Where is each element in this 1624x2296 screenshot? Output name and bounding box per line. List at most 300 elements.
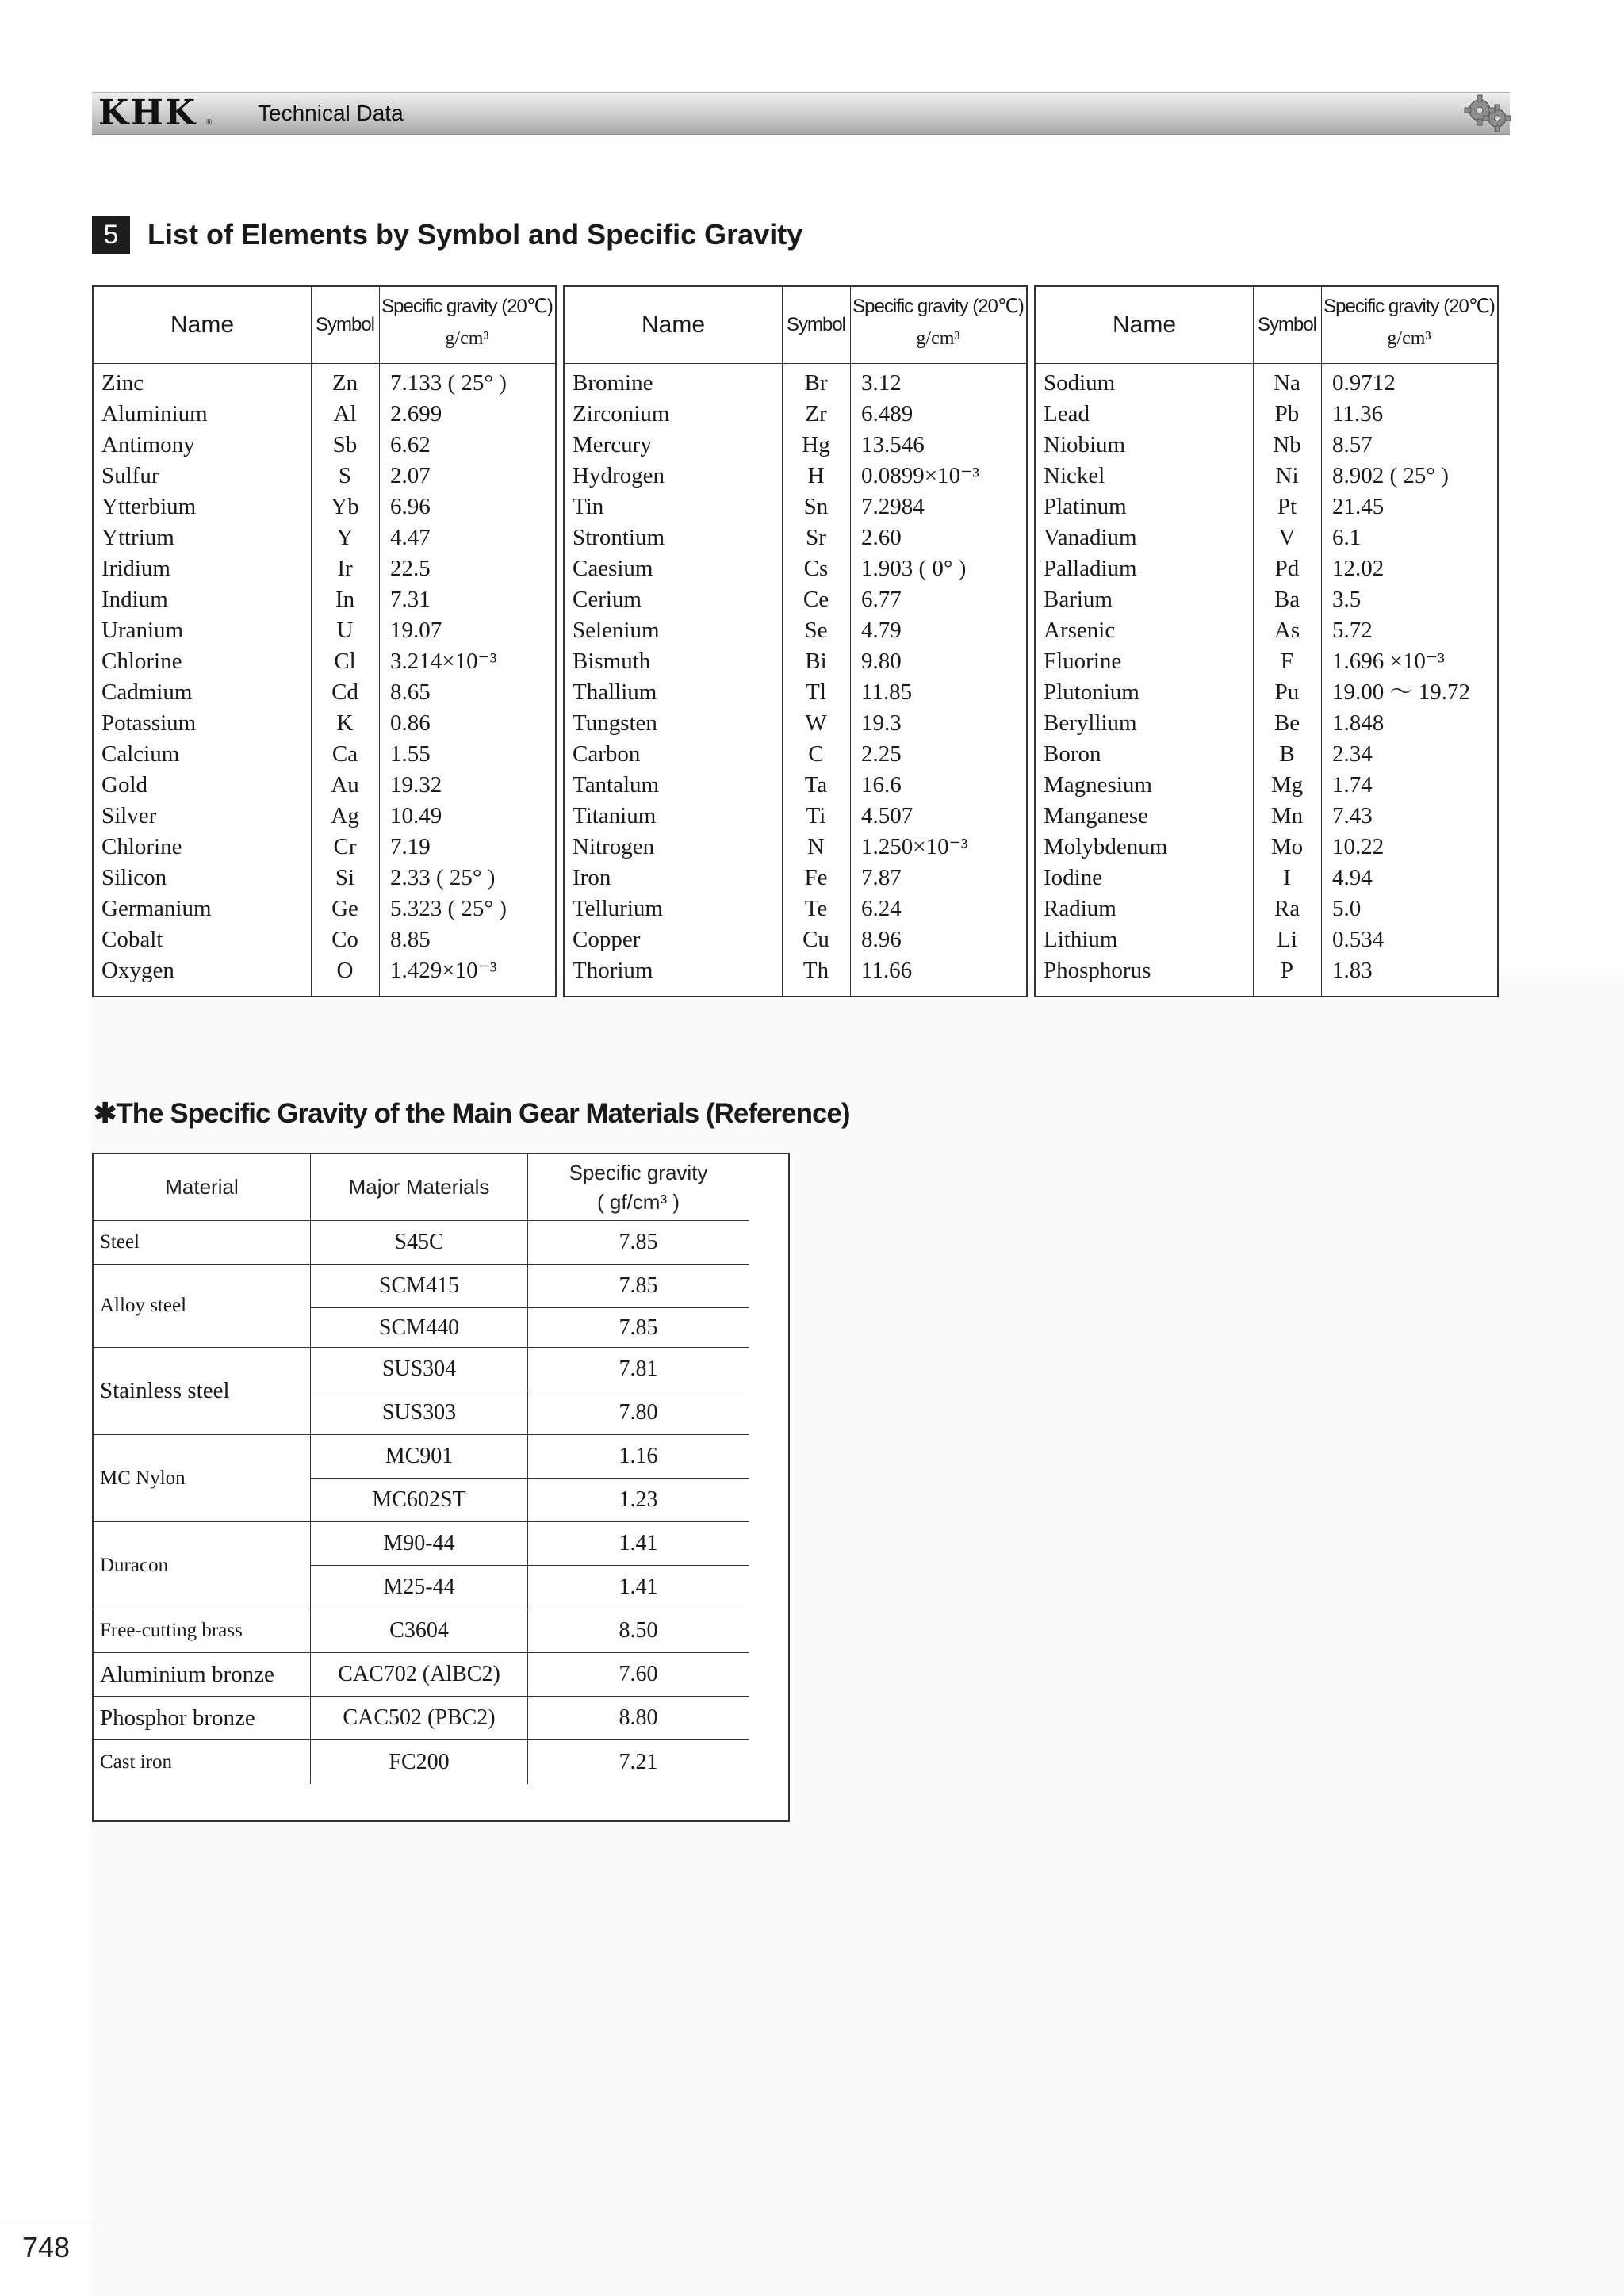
table-row bbox=[1036, 615, 1497, 646]
element-specific-gravity: 6.96 bbox=[390, 494, 431, 519]
element-name: Barium bbox=[1044, 587, 1113, 612]
element-specific-gravity: 7.43 bbox=[1332, 803, 1373, 828]
table-row bbox=[1036, 770, 1497, 801]
element-specific-gravity: 5.72 bbox=[1332, 618, 1373, 643]
element-name: Carbon bbox=[573, 741, 641, 767]
element-symbol: C bbox=[808, 741, 824, 767]
col-header-specific-gravity: Specific gravity (20℃) bbox=[1323, 296, 1495, 317]
table-row bbox=[1036, 492, 1497, 522]
table-row bbox=[94, 615, 555, 646]
element-symbol: Ra bbox=[1274, 896, 1300, 921]
element-specific-gravity: 8.96 bbox=[861, 927, 902, 952]
material-name: Duracon bbox=[94, 1522, 311, 1609]
element-specific-gravity: 3.214×10⁻³ bbox=[390, 649, 497, 674]
element-symbol: W bbox=[805, 710, 827, 736]
table-row bbox=[565, 894, 1026, 924]
element-symbol: U bbox=[336, 618, 354, 643]
table-row bbox=[1036, 646, 1497, 677]
element-symbol: Ni bbox=[1275, 463, 1299, 488]
registered-mark: ® bbox=[206, 118, 213, 127]
col-header-unit: g/cm³ bbox=[916, 328, 960, 349]
table-row bbox=[94, 584, 555, 615]
element-name: Uranium bbox=[102, 618, 184, 643]
element-symbol: Co bbox=[331, 927, 358, 952]
element-specific-gravity: 1.903 ( 0° ) bbox=[861, 556, 967, 581]
element-specific-gravity: 22.5 bbox=[390, 556, 431, 581]
element-symbol: Sr bbox=[806, 525, 826, 550]
element-name: Zirconium bbox=[573, 401, 670, 427]
table-row bbox=[94, 801, 555, 832]
element-symbol: O bbox=[336, 958, 354, 983]
material-name: Free-cutting brass bbox=[94, 1609, 311, 1653]
col-header-major-materials: Major Materials bbox=[311, 1154, 528, 1221]
table-row bbox=[1036, 399, 1497, 430]
gear-materials-title: ✱The Specific Gravity of the Main Gear Materials (Reference) bbox=[94, 1098, 850, 1129]
element-name: Iridium bbox=[102, 556, 170, 581]
table-row bbox=[94, 955, 555, 986]
element-specific-gravity: 8.85 bbox=[390, 927, 431, 952]
element-name: Potassium bbox=[102, 710, 197, 736]
major-material: CAC502 (PBC2) bbox=[311, 1697, 528, 1740]
element-name: Tantalum bbox=[573, 772, 660, 798]
element-name: Lithium bbox=[1044, 927, 1118, 952]
element-symbol: Zn bbox=[331, 370, 358, 396]
element-name: Oxygen bbox=[102, 958, 174, 983]
element-specific-gravity: 9.80 bbox=[861, 649, 902, 674]
element-name: Cerium bbox=[573, 587, 642, 612]
element-name: Vanadium bbox=[1044, 525, 1137, 550]
element-symbol: Cs bbox=[803, 556, 829, 581]
element-symbol: Bi bbox=[805, 649, 827, 674]
table-row bbox=[1036, 430, 1497, 461]
table-row bbox=[94, 739, 555, 770]
table-row bbox=[1036, 522, 1497, 553]
element-specific-gravity: 0.0899×10⁻³ bbox=[861, 463, 980, 488]
table-row bbox=[565, 739, 1026, 770]
element-symbol: Cu bbox=[802, 927, 829, 952]
element-symbol: In bbox=[335, 587, 355, 612]
table-row bbox=[565, 646, 1026, 677]
element-symbol: Li bbox=[1277, 927, 1297, 952]
element-specific-gravity: 10.22 bbox=[1332, 834, 1385, 859]
specific-gravity-value: 1.23 bbox=[528, 1479, 749, 1522]
specific-gravity-value: 7.85 bbox=[528, 1308, 749, 1348]
element-specific-gravity: 2.34 bbox=[1332, 741, 1373, 767]
element-name: Arsenic bbox=[1044, 618, 1116, 643]
element-symbol: Mo bbox=[1270, 834, 1304, 859]
element-name: Copper bbox=[573, 927, 641, 952]
element-symbol: N bbox=[807, 834, 825, 859]
element-specific-gravity: 0.534 bbox=[1332, 927, 1385, 952]
element-specific-gravity: 6.62 bbox=[390, 432, 431, 457]
element-symbol: Na bbox=[1274, 370, 1300, 396]
elements-table-2 bbox=[563, 285, 1028, 997]
col-header-sg-unit: ( gf/cm³ ) bbox=[597, 1189, 680, 1214]
element-name: Tellurium bbox=[573, 896, 663, 921]
table-row bbox=[565, 615, 1026, 646]
table-row bbox=[565, 801, 1026, 832]
element-name: Ytterbium bbox=[102, 494, 197, 519]
element-name: Bromine bbox=[573, 370, 653, 396]
specific-gravity-value: 7.80 bbox=[528, 1391, 749, 1435]
element-specific-gravity: 1.429×10⁻³ bbox=[390, 958, 497, 983]
table-row bbox=[565, 430, 1026, 461]
element-specific-gravity: 11.66 bbox=[861, 958, 913, 983]
element-specific-gravity: 8.57 bbox=[1332, 432, 1373, 457]
section-title: List of Elements by Symbol and Specific Gravity bbox=[147, 218, 803, 251]
major-material: M90-44 bbox=[311, 1522, 528, 1566]
col-header-name: Name bbox=[170, 312, 235, 338]
element-specific-gravity: 19.07 bbox=[390, 618, 442, 643]
element-name: Tin bbox=[573, 494, 604, 519]
table-row bbox=[94, 399, 555, 430]
element-specific-gravity: 0.86 bbox=[390, 710, 431, 736]
element-specific-gravity: 11.36 bbox=[1332, 401, 1384, 427]
element-symbol: I bbox=[1283, 865, 1291, 890]
specific-gravity-value: 1.41 bbox=[528, 1522, 749, 1566]
specific-gravity-value: 8.80 bbox=[528, 1697, 749, 1740]
element-specific-gravity: 2.33 ( 25° ) bbox=[390, 865, 496, 890]
element-symbol: B bbox=[1279, 741, 1295, 767]
element-symbol: As bbox=[1274, 618, 1300, 643]
element-name: Caesium bbox=[573, 556, 653, 581]
element-symbol: K bbox=[336, 710, 354, 736]
element-name: Palladium bbox=[1044, 556, 1137, 581]
table-row bbox=[94, 770, 555, 801]
element-name: Bismuth bbox=[573, 649, 651, 674]
element-specific-gravity: 2.60 bbox=[861, 525, 902, 550]
element-specific-gravity: 7.2984 bbox=[861, 494, 925, 519]
element-name: Mercury bbox=[573, 432, 652, 457]
table-row bbox=[565, 492, 1026, 522]
element-name: Strontium bbox=[573, 525, 665, 550]
element-symbol: Au bbox=[331, 772, 359, 798]
table-row bbox=[1036, 955, 1497, 986]
major-material: SUS304 bbox=[311, 1348, 528, 1391]
table-row bbox=[1036, 708, 1497, 739]
element-symbol: Cl bbox=[334, 649, 356, 674]
table-row bbox=[1036, 801, 1497, 832]
table-row bbox=[1036, 368, 1497, 399]
table-row bbox=[94, 832, 555, 863]
section-number: 5 bbox=[92, 216, 130, 254]
table-body bbox=[1036, 368, 1497, 986]
element-name: Titanium bbox=[573, 803, 657, 828]
element-specific-gravity: 0.9712 bbox=[1332, 370, 1396, 396]
table-row bbox=[565, 553, 1026, 584]
element-symbol: Ge bbox=[331, 896, 358, 921]
element-name: Phosphorus bbox=[1044, 958, 1151, 983]
element-specific-gravity: 19.00 ～ 19.72 bbox=[1332, 679, 1471, 705]
element-specific-gravity: 16.6 bbox=[861, 772, 902, 798]
element-name: Thallium bbox=[573, 679, 657, 705]
khk-logo: KHK bbox=[98, 93, 197, 133]
element-name: Iodine bbox=[1044, 865, 1103, 890]
col-header-symbol: Symbol bbox=[786, 314, 846, 335]
table-body bbox=[94, 368, 555, 986]
table-row bbox=[565, 924, 1026, 955]
elements-table-3 bbox=[1034, 285, 1499, 997]
element-specific-gravity: 7.133 ( 25° ) bbox=[390, 370, 507, 396]
col-header-unit: g/cm³ bbox=[1387, 328, 1431, 349]
table-row bbox=[1036, 461, 1497, 492]
table-header bbox=[1036, 287, 1497, 364]
material-name: Cast iron bbox=[94, 1740, 311, 1784]
element-symbol: Si bbox=[335, 865, 355, 890]
major-material: FC200 bbox=[311, 1740, 528, 1784]
element-name: Nickel bbox=[1044, 463, 1105, 488]
element-symbol: Be bbox=[1274, 710, 1300, 736]
element-specific-gravity: 1.55 bbox=[390, 741, 431, 767]
specific-gravity-value: 7.60 bbox=[528, 1653, 749, 1697]
element-symbol: Al bbox=[333, 401, 357, 427]
table-row bbox=[565, 399, 1026, 430]
table-row bbox=[94, 677, 555, 708]
element-specific-gravity: 7.87 bbox=[861, 865, 902, 890]
element-symbol: F bbox=[1280, 649, 1294, 674]
element-specific-gravity: 11.85 bbox=[861, 679, 913, 705]
table-row bbox=[94, 894, 555, 924]
table-row bbox=[94, 461, 555, 492]
element-symbol: Pb bbox=[1274, 401, 1300, 427]
element-specific-gravity: 3.5 bbox=[1332, 587, 1362, 612]
major-material: MC602ST bbox=[311, 1479, 528, 1522]
element-name: Thorium bbox=[573, 958, 653, 983]
page-margin bbox=[0, 0, 92, 2296]
element-specific-gravity: 8.65 bbox=[390, 679, 431, 705]
table-row bbox=[94, 863, 555, 894]
element-symbol: Pd bbox=[1274, 556, 1300, 581]
element-name: Silicon bbox=[102, 865, 167, 890]
element-specific-gravity: 4.94 bbox=[1332, 865, 1373, 890]
table-row bbox=[94, 430, 555, 461]
specific-gravity-value: 8.50 bbox=[528, 1609, 749, 1653]
table-row bbox=[565, 368, 1026, 399]
element-name: Manganese bbox=[1044, 803, 1149, 828]
element-name: Calcium bbox=[102, 741, 180, 767]
element-name: Sulfur bbox=[102, 463, 159, 488]
col-header-material: Material bbox=[94, 1154, 311, 1221]
element-symbol: Sn bbox=[803, 494, 829, 519]
table-row bbox=[94, 368, 555, 399]
element-name: Molybdenum bbox=[1044, 834, 1168, 859]
col-header-symbol: Symbol bbox=[315, 314, 375, 335]
material-name: Steel bbox=[94, 1221, 311, 1265]
gear-icon bbox=[1462, 90, 1513, 137]
element-specific-gravity: 7.19 bbox=[390, 834, 431, 859]
major-material: S45C bbox=[311, 1221, 528, 1265]
table-row bbox=[565, 708, 1026, 739]
element-specific-gravity: 12.02 bbox=[1332, 556, 1385, 581]
element-name: Beryllium bbox=[1044, 710, 1137, 736]
element-specific-gravity: 13.546 bbox=[861, 432, 925, 457]
table-row bbox=[565, 461, 1026, 492]
material-name: MC Nylon bbox=[94, 1435, 311, 1522]
table-row bbox=[94, 553, 555, 584]
element-symbol: Ir bbox=[337, 556, 353, 581]
col-header-unit: g/cm³ bbox=[445, 328, 489, 349]
element-symbol: Yb bbox=[331, 494, 359, 519]
element-name: Cobalt bbox=[102, 927, 163, 952]
col-header-specific-gravity bbox=[528, 1154, 749, 1221]
col-header-name: Name bbox=[1112, 312, 1177, 338]
element-symbol: Te bbox=[804, 896, 828, 921]
element-specific-gravity: 2.25 bbox=[861, 741, 902, 767]
specific-gravity-value: 7.81 bbox=[528, 1348, 749, 1391]
element-name: Lead bbox=[1044, 401, 1090, 427]
element-specific-gravity: 6.1 bbox=[1332, 525, 1362, 550]
element-symbol: Sb bbox=[332, 432, 358, 457]
element-symbol: Cd bbox=[331, 679, 358, 705]
table-row bbox=[565, 955, 1026, 986]
header-bar bbox=[92, 92, 1510, 135]
table-row bbox=[565, 770, 1026, 801]
element-name: Magnesium bbox=[1044, 772, 1152, 798]
specific-gravity-value: 1.16 bbox=[528, 1435, 749, 1479]
element-symbol: Pu bbox=[1274, 679, 1300, 705]
element-symbol: Mn bbox=[1270, 803, 1304, 828]
gear-materials-table bbox=[92, 1153, 790, 1822]
element-name: Nitrogen bbox=[573, 834, 655, 859]
element-name: Aluminium bbox=[102, 401, 208, 427]
element-specific-gravity: 1.696 ×10⁻³ bbox=[1332, 649, 1445, 674]
col-header-specific-gravity: Specific gravity (20℃) bbox=[852, 296, 1024, 317]
element-specific-gravity: 5.323 ( 25° ) bbox=[390, 896, 507, 921]
element-name: Yttrium bbox=[102, 525, 174, 550]
element-symbol: H bbox=[807, 463, 825, 488]
element-symbol: V bbox=[1278, 525, 1296, 550]
element-name: Germanium bbox=[102, 896, 212, 921]
element-symbol: Fe bbox=[804, 865, 828, 890]
element-name: Platinum bbox=[1044, 494, 1127, 519]
element-symbol: Tl bbox=[806, 679, 826, 705]
element-symbol: Hg bbox=[802, 432, 830, 457]
element-name: Cadmium bbox=[102, 679, 193, 705]
material-name: Alloy steel bbox=[94, 1265, 311, 1348]
element-symbol: Br bbox=[804, 370, 828, 396]
element-name: Antimony bbox=[102, 432, 195, 457]
material-name: Phosphor bronze bbox=[94, 1697, 311, 1740]
element-symbol: Ba bbox=[1274, 587, 1300, 612]
element-symbol: Cr bbox=[333, 834, 357, 859]
material-name: Stainless steel bbox=[94, 1348, 311, 1435]
element-name: Tungsten bbox=[573, 710, 657, 736]
major-material: SUS303 bbox=[311, 1391, 528, 1435]
table-row bbox=[1036, 894, 1497, 924]
table-row bbox=[565, 832, 1026, 863]
element-name: Iron bbox=[573, 865, 611, 890]
element-symbol: Mg bbox=[1270, 772, 1304, 798]
major-material: MC901 bbox=[311, 1435, 528, 1479]
element-symbol: Zr bbox=[805, 401, 827, 427]
element-name: Selenium bbox=[573, 618, 660, 643]
elements-table-1 bbox=[92, 285, 557, 997]
header-title: Technical Data bbox=[258, 101, 404, 125]
table-row bbox=[565, 584, 1026, 615]
specific-gravity-value: 7.21 bbox=[619, 1749, 658, 1774]
col-header-symbol: Symbol bbox=[1257, 314, 1317, 335]
table-row bbox=[565, 863, 1026, 894]
material-name: Aluminium bronze bbox=[94, 1653, 311, 1697]
element-symbol: Y bbox=[336, 525, 354, 550]
col-header-sg-label: Specific gravity bbox=[569, 1160, 708, 1184]
element-specific-gravity: 19.3 bbox=[861, 710, 902, 736]
table-row bbox=[94, 522, 555, 553]
major-material: CAC702 (AlBC2) bbox=[311, 1653, 528, 1697]
major-material: C3604 bbox=[311, 1609, 528, 1653]
element-specific-gravity: 1.83 bbox=[1332, 958, 1373, 983]
element-symbol: Th bbox=[802, 958, 829, 983]
element-name: Niobium bbox=[1044, 432, 1126, 457]
element-name: Gold bbox=[102, 772, 147, 798]
table-row bbox=[565, 522, 1026, 553]
table-row bbox=[1036, 584, 1497, 615]
element-specific-gravity: 2.699 bbox=[390, 401, 442, 427]
table-body bbox=[565, 368, 1026, 986]
element-specific-gravity: 6.489 bbox=[861, 401, 914, 427]
element-specific-gravity: 1.848 bbox=[1332, 710, 1385, 736]
element-symbol: Pt bbox=[1277, 494, 1297, 519]
element-symbol: Se bbox=[804, 618, 828, 643]
element-name: Chlorine bbox=[102, 649, 182, 674]
table-row bbox=[94, 924, 555, 955]
element-name: Indium bbox=[102, 587, 168, 612]
element-specific-gravity: 4.79 bbox=[861, 618, 902, 643]
element-specific-gravity: 6.24 bbox=[861, 896, 902, 921]
table-row bbox=[94, 708, 555, 739]
major-material: M25-44 bbox=[311, 1566, 528, 1609]
element-name: Fluorine bbox=[1044, 649, 1122, 674]
table-row bbox=[1036, 832, 1497, 863]
table-header bbox=[565, 287, 1026, 364]
element-symbol: Ti bbox=[806, 803, 826, 828]
element-name: Silver bbox=[102, 803, 157, 828]
element-name: Plutonium bbox=[1044, 679, 1139, 705]
element-symbol: Ag bbox=[331, 803, 359, 828]
table-row bbox=[1036, 924, 1497, 955]
element-specific-gravity: 19.32 bbox=[390, 772, 442, 798]
element-symbol: Nb bbox=[1273, 432, 1301, 457]
element-specific-gravity: 4.507 bbox=[861, 803, 914, 828]
table-row bbox=[1036, 677, 1497, 708]
specific-gravity-value: 1.41 bbox=[528, 1566, 749, 1609]
element-symbol: P bbox=[1280, 958, 1294, 983]
element-specific-gravity: 1.250×10⁻³ bbox=[861, 834, 968, 859]
element-specific-gravity: 5.0 bbox=[1332, 896, 1362, 921]
col-header-name: Name bbox=[641, 312, 706, 338]
table-row bbox=[1036, 863, 1497, 894]
page-number: 748 bbox=[22, 2231, 71, 2263]
element-symbol: Ce bbox=[802, 587, 829, 612]
element-name: Hydrogen bbox=[573, 463, 665, 488]
element-symbol: S bbox=[338, 463, 352, 488]
element-name: Chlorine bbox=[102, 834, 182, 859]
element-symbol: Ta bbox=[804, 772, 828, 798]
element-specific-gravity: 3.12 bbox=[861, 370, 902, 396]
element-symbol: Ca bbox=[331, 741, 358, 767]
major-material: SCM415 bbox=[311, 1265, 528, 1308]
table-row bbox=[1036, 553, 1497, 584]
table-row bbox=[1036, 739, 1497, 770]
specific-gravity-value: 7.85 bbox=[528, 1265, 749, 1308]
element-specific-gravity: 8.902 ( 25° ) bbox=[1332, 463, 1449, 488]
element-specific-gravity: 2.07 bbox=[390, 463, 431, 488]
table-row bbox=[94, 492, 555, 522]
element-specific-gravity: 21.45 bbox=[1332, 494, 1385, 519]
table-row bbox=[94, 646, 555, 677]
element-specific-gravity: 7.31 bbox=[390, 587, 431, 612]
element-name: Boron bbox=[1044, 741, 1101, 767]
